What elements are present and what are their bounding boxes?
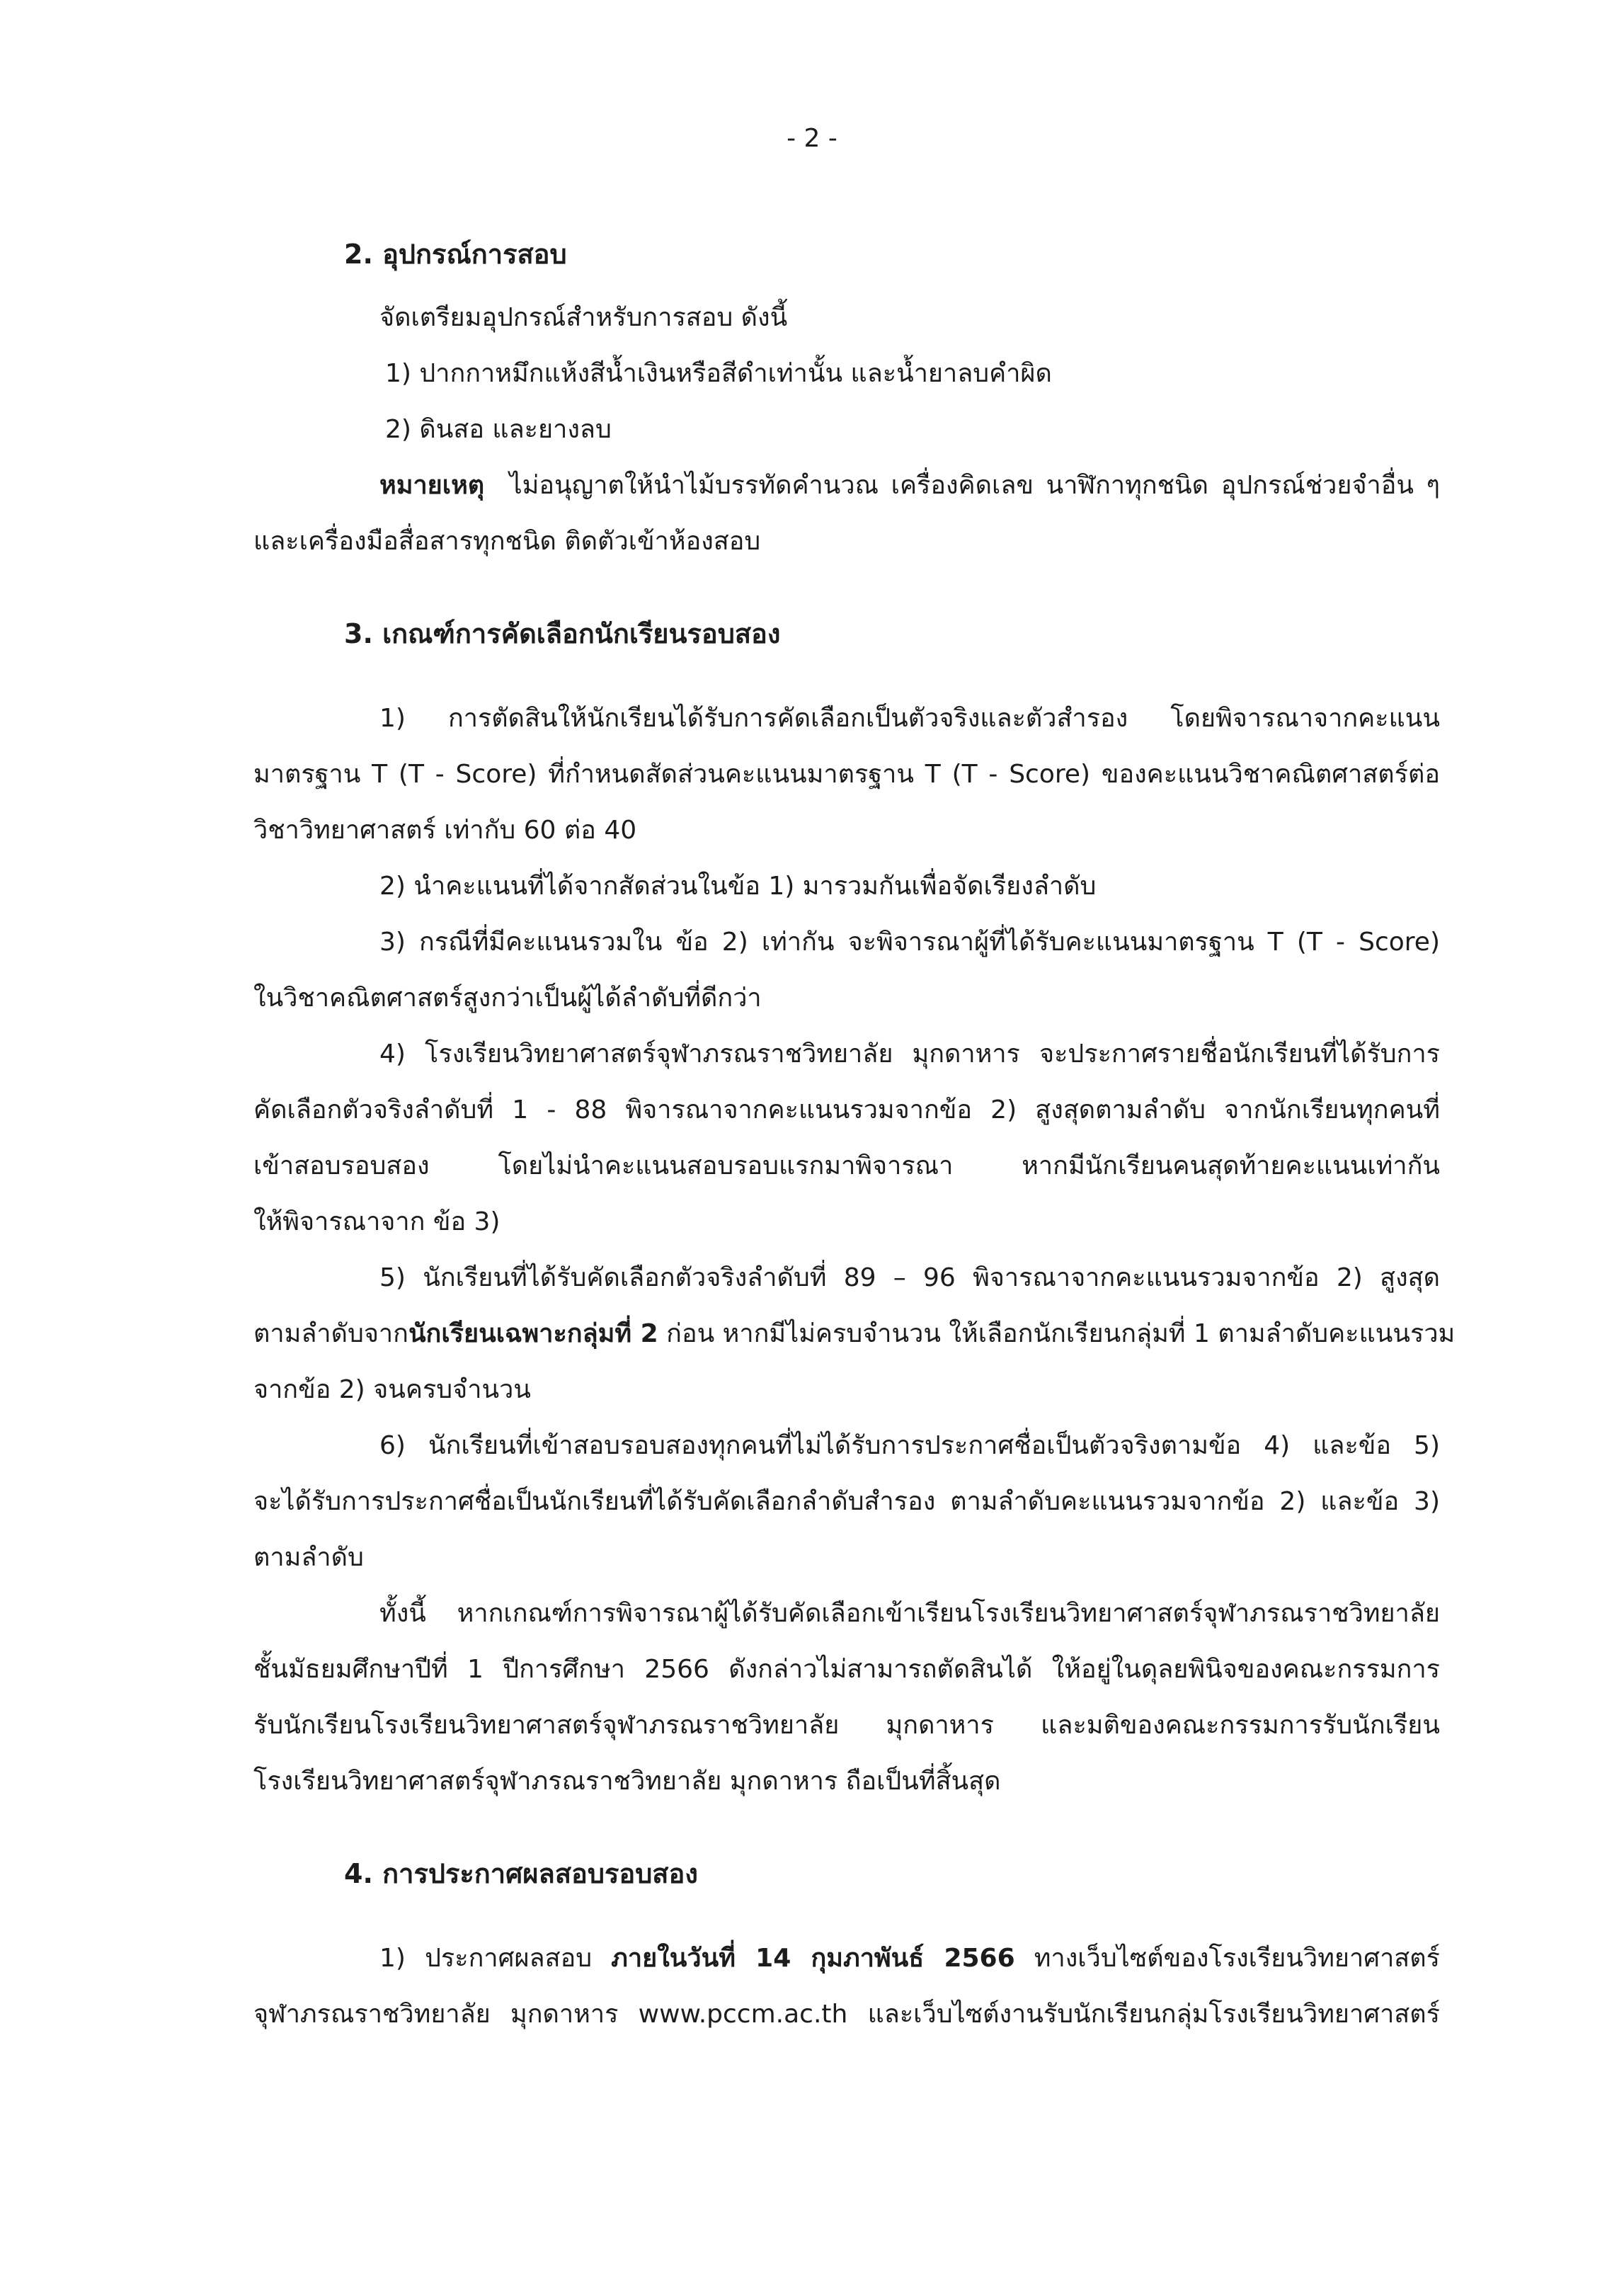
note-text-1: ไม่อนุญาตให้นำไม้บรรทัดคำนวณ เครื่องคิดเลข นาฬิกาทุกชนิด อุปกรณ์ช่วยจำอื่น ๆ xyxy=(509,471,1440,500)
criteria-2-line-1: 2) นำคะแนนที่ได้จากสัดส่วนในข้อ 1) มารวมกันเพื่อจัดเรียงลำดับ xyxy=(379,872,1097,901)
criteria-final-line-4: โรงเรียนวิทยาศาสตร์จุฬาภรณราชวิทยาลัย มุกดาหาร ถือเป็นที่สิ้นสุด xyxy=(253,1767,1001,1796)
announcement-date: ภายในวันที่ 14 กุมภาพันธ์ 2566 xyxy=(611,1944,1015,1973)
note-label: หมายเหตุ xyxy=(379,471,485,500)
document-body xyxy=(253,227,1456,2042)
announcement-1-line-1 xyxy=(379,1930,1440,1986)
criteria-final-line-1: ทั้งนี้ หากเกณฑ์การพิจารณาผู้ได้รับคัดเลือกเข้าเรียนโรงเรียนวิทยาศาสตร์จุฬาภรณราชวิทยาลัย xyxy=(379,1599,1440,1628)
criteria-3-line-2: ในวิชาคณิตศาสตร์สูงกว่าเป็นผู้ได้ลำดับที่ดีกว่า xyxy=(253,984,762,1013)
page-number: - 2 - xyxy=(787,124,837,153)
equipment-item-2: 2) ดินสอ และยางลบ xyxy=(385,415,612,444)
note-line-2: และเครื่องมือสื่อสารทุกชนิด ติดตัวเข้าห้องสอบ xyxy=(253,527,761,556)
note-line-1 xyxy=(379,457,1440,513)
criteria-final-line-3: รับนักเรียนโรงเรียนวิทยาศาสตร์จุฬาภรณราชวิทยาลัย มุกดาหาร และมติของคณะกรรมการรับนักเรียน xyxy=(253,1711,1440,1740)
criteria-4-line-3: เข้าสอบรอบสอง โดยไม่นำคะแนนสอบรอบแรกมาพิจารณา หากมีนักเรียนคนสุดท้ายคะแนนเท่ากัน xyxy=(253,1151,1440,1180)
criteria-1-line-1: 1) การตัดสินให้นักเรียนได้รับการคัดเลือกเป็นตัวจริงและตัวสำรอง โดยพิจารณาจากคะแนน xyxy=(379,704,1440,733)
section-2-heading: 2. อุปกรณ์การสอบ xyxy=(344,239,567,270)
criteria-1-line-3: วิชาวิทยาศาสตร์ เท่ากับ 60 ต่อ 40 xyxy=(253,816,637,845)
criteria-final-line-2: ชั้นมัธยมศึกษาปีที่ 1 ปีการศึกษา 2566 ดังกล่าวไม่สามารถตัดสินได้ ให้อยู่ในดุลยพินิจของคณะกรรมการ xyxy=(253,1655,1440,1684)
criteria-5-bold-group: นักเรียนเฉพาะกลุ่มที่ 2 xyxy=(408,1319,658,1348)
equipment-item-1: 1) ปากกาหมึกแห้งสีน้ำเงินหรือสีดำเท่านั้น และน้ำยาลบคำผิด xyxy=(385,359,1052,388)
criteria-4-line-4: ให้พิจารณาจาก ข้อ 3) xyxy=(253,1207,501,1236)
criteria-5-text-c: ก่อน หากมีไม่ครบจำนวน ให้เลือกนักเรียนกลุ่มที่ 1 ตามลำดับคะแนนรวม xyxy=(658,1319,1456,1348)
criteria-6-line-2: จะได้รับการประกาศชื่อเป็นนักเรียนที่ได้รับคัดเลือกลำดับสำรอง ตามลำดับคะแนนรวมจากข้อ 2) และข้อ 3) xyxy=(253,1487,1440,1516)
criteria-6-line-3: ตามลำดับ xyxy=(253,1543,364,1572)
announcement-text-a: 1) ประกาศผลสอบ xyxy=(379,1944,612,1973)
announcement-text-c: ทางเว็บไซต์ของโรงเรียนวิทยาศาสตร์ xyxy=(1014,1944,1440,1973)
criteria-4-line-1: 4) โรงเรียนวิทยาศาสตร์จุฬาภรณราชวิทยาลัย มุกดาหาร จะประกาศรายชื่อนักเรียนที่ได้รับการ xyxy=(379,1040,1440,1069)
section-3-heading: 3. เกณฑ์การคัดเลือกนักเรียนรอบสอง xyxy=(344,618,781,649)
criteria-5-line-1: 5) นักเรียนที่ได้รับคัดเลือกตัวจริงลำดับที่ 89 – 96 พิจารณาจากคะแนนรวมจากข้อ 2) สูงสุด xyxy=(379,1263,1440,1292)
criteria-6-line-1: 6) นักเรียนที่เข้าสอบรอบสองทุกคนที่ไม่ได้รับการประกาศชื่อเป็นตัวจริงตามข้อ 4) และข้อ 5) xyxy=(379,1431,1440,1460)
announcement-1-line-2: จุฬาภรณราชวิทยาลัย มุกดาหาร www.pccm.ac.th และเว็บไซต์งานรับนักเรียนกลุ่มโรงเรียนวิทยาศาสตร์ xyxy=(253,2000,1440,2029)
criteria-4-line-2: คัดเลือกตัวจริงลำดับที่ 1 - 88 พิจารณาจากคะแนนรวมจากข้อ 2) สูงสุดตามลำดับ จากนักเรียนทุกคนที่ xyxy=(253,1095,1440,1124)
criteria-5-line-2 xyxy=(253,1306,1456,1362)
criteria-3-line-1: 3) กรณีที่มีคะแนนรวมใน ข้อ 2) เท่ากัน จะพิจารณาผู้ที่ได้รับคะแนนมาตรฐาน T (T - Score) xyxy=(379,928,1440,957)
criteria-5-text-a: ตามลำดับจาก xyxy=(253,1319,408,1348)
section-2-intro: จัดเตรียมอุปกรณ์สำหรับการสอบ ดังนี้ xyxy=(379,303,788,332)
criteria-5-line-3: จากข้อ 2) จนครบจำนวน xyxy=(253,1375,531,1404)
criteria-1-line-2: มาตรฐาน T (T - Score) ที่กำหนดสัดส่วนคะแนนมาตรฐาน T (T - Score) ของคะแนนวิชาคณิตศาสตร์ต่อ xyxy=(253,760,1440,789)
section-4-heading: 4. การประกาศผลสอบรอบสอง xyxy=(344,1858,698,1889)
